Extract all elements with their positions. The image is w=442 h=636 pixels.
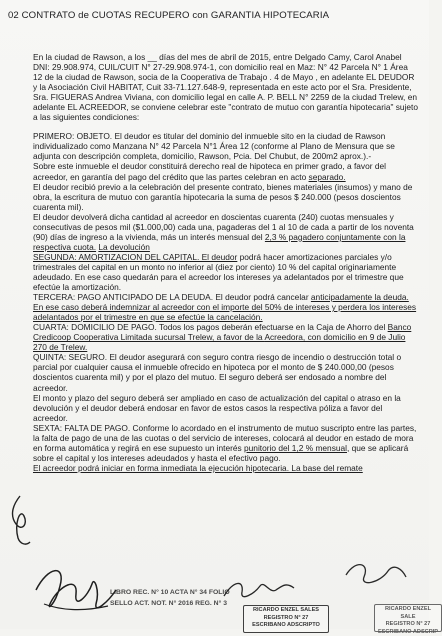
- clause-monto: El monto y plazo del seguro deberá ser ampliado en caso de actualización del capital o atraso en la devolución y el deudor deberá endosar en favor de estos casos la respectiva póliza a favor del acreedor.: [33, 392, 401, 423]
- notary-stamp-faded: [374, 604, 442, 635]
- clause-primero-hipoteca: [33, 161, 419, 181]
- clause-primero: PRIMERO: OBJETO. El deudor es titular del dominio del inmueble sito en la ciudad de Rawson individualizado como Manzana N° 42 Parcela N°1 Área 12 (conforme al Plano de Mensura que se adjunta con descripción completa, domicilio, Rawson, Pcia. Del Chubut, de 200m2 aprox.).-: [33, 131, 395, 162]
- clause-cuarta: [33, 322, 419, 352]
- clause-devolvera: [33, 212, 419, 252]
- notary-stamp-line: ESCRIBANO ADSCRIPTO: [252, 622, 320, 629]
- signature-right-margin: [340, 555, 410, 595]
- contract-body: [33, 52, 419, 473]
- clause-sexta-punitorio: punitorio del 1,2 % mensual: [244, 442, 347, 453]
- clause-recibio: El deudor recibió previo a la celebración del presente contrato, bienes materiales (insumos) y mano de obra, la escritura de mutuo con garantía hipotecaria la suma de pesos $ 240.000 (pesos doscientos cuarenta mil).: [33, 181, 413, 212]
- clause-segunda-title: SEGUNDA: AMORTIZACION DEL CAPITAL. El deudor: [33, 251, 238, 262]
- signature-left: [30, 560, 125, 622]
- registry-libro: LIBRO REC. N° 10 ACTA N° 34 FOLIO: [110, 589, 230, 596]
- clause-tercera-end: la cancelación.: [207, 312, 263, 323]
- clause-sexta-end: , que se aplicará sobre el capital y los intereses adeudados y hasta el efectivo pago.: [33, 442, 409, 463]
- document-header: 02 CONTRATO de CUOTAS RECUPERO con GARANTIA HIPOTECARIA: [8, 10, 330, 21]
- registry-sello: SELLO ACT. NOT. N° 2016 REG. N° 3: [110, 600, 227, 607]
- notary-stamp: [243, 605, 329, 633]
- clause-segunda: [33, 252, 419, 292]
- clause-cuarta-title: CUARTA: DOMICILIO DE PAGO. Todos los pagos deberán efectuarse en la Caja de Ahorro del: [33, 322, 388, 333]
- notary-stamp-line: RICARDO ENZEL SALES: [252, 607, 320, 613]
- clause-devolvera-end: La devolución: [98, 241, 150, 252]
- notary-stamp-line: REGISTRO N° 27: [263, 614, 309, 621]
- notary-stamp-line: RICARDO ENZEL SALE: [385, 606, 431, 620]
- signature-middle: [220, 574, 300, 608]
- clause-primero-hipoteca-text: Sobre este inmueble el deudor constituirá derecho real de hipoteca en primer grado, a favor del acreedor, en garantía del pago del crédito que las partes celebran en acto: [33, 161, 386, 182]
- clause-cuarta-address: Acreedora, con domicilio en 9 de Julio 270 de Trelew.: [33, 332, 406, 353]
- intro-paragraph: En la ciudad de Rawson, a los __ días del mes de abril de 2015, entre Delgado Camy, Carol Anabel DNI: 29.908.974, CUIL/CUIT N° 27-29.908.974-1, con domicilio real en Maz: N° 42 Parcela N° 1 Área 12 de la ciudad de Rawson, socia de la Cooperativa de Trabajo . 4 de Mayo , en adelante EL DEUDOR y la Asociación Civil HABITAT, Cuit 33-71.127.648-9, representada en este acto por el Sra. Presidente, Sra. FIGUERAS Andrea Viviana, con domicilio legal en calle A. P. BELL N° 2259 de la ciudad Trelew, en adelante EL ACREEDOR, se conviene celebrar este "contrato de mutuo con garantía hipotecaria" sujeto a las siguientes condiciones:: [33, 52, 419, 123]
- clause-final: El acreedor podrá iniciar en forma inmediata la ejecución hipotecaria. La base del remate: [33, 462, 363, 473]
- clause-tercera-title: TERCERA: PAGO ANTICIPADO DE LA DEUDA. El deudor podrá cancelar: [33, 292, 311, 303]
- clause-sexta: [33, 423, 419, 463]
- clause-segunda-text: podrá hacer amortizaciones parciales y/o trimestrales del capital en un monto no inferior al (diez por ciento) 10 % del capital originariamente adeudado. En ese caso quedarán para el acreedor los intereses ya adelantados por el trimestre que efectúe la amortización.: [33, 251, 404, 293]
- clause-cuarta-bank: Banco Credicoop Cooperativa Limitada sucursal Trelew, a favor de la: [33, 322, 412, 343]
- clause-quinta: QUINTA: SEGURO. El deudor asegurará con seguro contra riesgo de incendio o destrucción total o parcial por cualquier causa el inmueble ofrecido en hipoteca por el monto de $ 240.000,00 (pesos doscientos cuarenta mil) y por el plazo del mutuo. El seguro deberá ser endosado a nombre del acreedor.: [33, 352, 402, 393]
- clause-devolvera-interest: 2,3 % pagadero conjuntamente con la respectiva cuota.: [33, 231, 406, 252]
- left-margin-signature: [6, 494, 38, 549]
- clause-sexta-text: SEXTA: FALTA DE PAGO. Conforme lo acordado en el instrumento de mutuo suscripto entre las partes, la falta de pago de una de las cuotas o del servicio de intereses, colocará al deudor en estado de mora en forma automática y regirá en ese supuesto un interés: [33, 422, 417, 453]
- clause-tercera: [33, 292, 419, 322]
- clause-tercera-text: anticipadamente la deuda. En ese caso deberá indemnizar al acreedor con el importe del 50% de intereses y perdera los intereses adelantados por el trimestre en que se efectúe: [33, 292, 417, 323]
- notary-stamp-line: REGISTRO N° 27: [385, 621, 431, 628]
- clause-devolvera-text: El deudor devolverá dicha cantidad al acreedor en doscientas cuarenta (240) cuotas mensuales y consecutivas de pesos mil ($1.000,00) cada una, pagaderas del 1 al 10 de cada a partir de los noventa (90) días de ingreso a la vivienda, más un interés mensual del: [33, 211, 414, 242]
- notary-stamp-line: ESCRIBANO ADSCRIP: [377, 628, 439, 635]
- clause-primero-hipoteca-end: separado.: [308, 171, 346, 182]
